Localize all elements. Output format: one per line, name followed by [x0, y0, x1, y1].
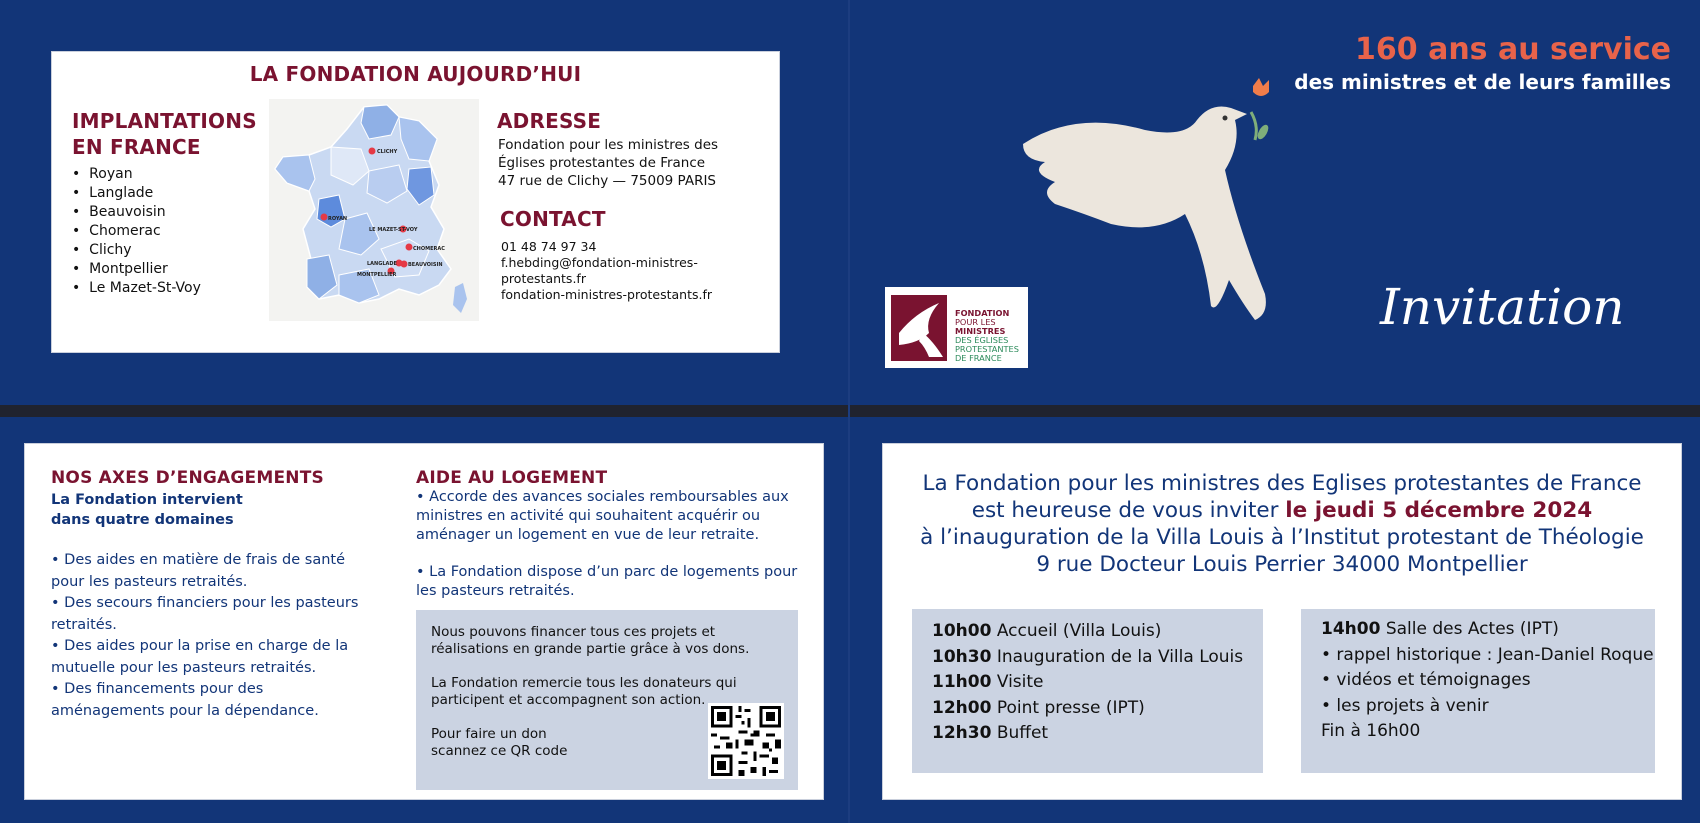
engagements-title: NOS AXES D’ENGAGEMENTS: [51, 468, 324, 488]
map-label-chomerac: CHOMERAC: [413, 246, 445, 252]
adresse-line: Fondation pour les ministres des: [498, 137, 719, 153]
invitation-address: 9 rue Docteur Louis Perrier 34000 Montpellier: [1036, 552, 1528, 577]
fold-line: [848, 0, 850, 823]
schedule-afternoon: [1301, 609, 1655, 773]
donation-cta: Pour faire un don: [431, 726, 547, 742]
contact-title: CONTACT: [500, 207, 606, 231]
map-label-beauvoisin: BEAUVOISIN: [408, 262, 443, 268]
implantation-item: • Beauvoisin: [72, 204, 166, 220]
map-label-langlade: LANGLADE: [367, 261, 397, 267]
implantation-item: • Le Mazet-St-Voy: [72, 280, 201, 296]
fondation-title: LA FONDATION AUJOURD’HUI: [249, 62, 582, 86]
adresse-line: Églises protestantes de France: [498, 155, 706, 171]
map-label-clichy: CLICHY: [377, 149, 398, 155]
map-label-royan: ROYAN: [328, 216, 348, 222]
schedule-item: 12h30 Buffet: [932, 723, 1049, 743]
logo-mark-icon: [885, 287, 949, 368]
logement-title: AIDE AU LOGEMENT: [416, 468, 608, 488]
engagement-item: • Des secours financiers pour les pasteurs retraités.: [51, 595, 359, 633]
invitation-line: à l’inauguration de la Villa Louis à l’Institut protestant de Théologie: [920, 525, 1644, 550]
qr-code-icon[interactable]: [708, 703, 784, 783]
implantation-item: • Royan: [72, 166, 133, 182]
contact-website[interactable]: fondation-ministres-protestants.fr: [501, 287, 713, 302]
implantations-title: [72, 108, 272, 160]
engagement-item: • Des financements pour des aménagements pour la dépendance.: [51, 681, 319, 719]
implantation-item: • Chomerac: [72, 223, 161, 239]
anniversary-subline: des ministres et de leurs familles: [1294, 70, 1671, 94]
logement-para: • Accorde des avances sociales remboursables aux ministres en activité qui souhaitent acquérir ou aménager un logement en vue de leur retraite.: [416, 489, 789, 543]
logo-text: FONDATION POUR LES MINISTRES DES ÉGLISES PROTESTANTES DE FRANCE: [955, 308, 1019, 363]
engagement-item: • Des aides en matière de frais de santé pour les pasteurs retraités.: [51, 552, 346, 590]
implantations-title-line2: EN FRANCE: [72, 135, 201, 159]
invitation-text: [883, 470, 1681, 578]
map-label-mazet: LE MAZET-ST-VOY: [369, 227, 418, 233]
fold-strip: [0, 405, 1700, 417]
contact-phone: 01 48 74 97 34: [501, 239, 597, 254]
contact-email[interactable]: f.hebding@fondation-ministres-protestants.fr: [501, 255, 698, 286]
donation-para: La Fondation remercie tous les donateurs qui participent et accompagnent son action.: [431, 675, 737, 708]
fondation-logo: [885, 287, 1028, 368]
adresse-text: [498, 136, 768, 190]
france-map-graphic: [269, 99, 479, 321]
invitation-card: [882, 443, 1682, 800]
contact-text: [501, 239, 781, 303]
implantation-item: • Clichy: [72, 242, 132, 258]
donation-para: Nous pouvons financer tous ces projets et réalisations en grande partie grâce à vos dons.: [431, 624, 750, 657]
implantations-list: [72, 165, 201, 298]
donation-cta: scannez ce QR code: [431, 743, 568, 759]
schedule-item: 10h30 Inauguration de la Villa Louis: [932, 646, 1244, 667]
engagements-card: [24, 443, 824, 800]
schedule-morning: [912, 609, 1263, 773]
implantation-item: • Langlade: [72, 185, 154, 201]
invitation-line: La Fondation pour les ministres des Eglises protestantes de France: [922, 471, 1642, 496]
schedule-item: 10h00 Accueil (Villa Louis): [932, 621, 1162, 641]
logement-para: • La Fondation dispose d’un parc de logements pour les pasteurs retraités.: [416, 564, 798, 599]
invitation-line: est heureuse de vous inviter le jeudi 5 décembre 2024: [971, 498, 1593, 523]
schedule-item: 11h00 Visite: [932, 672, 1044, 692]
implantation-item: • Montpellier: [72, 261, 168, 277]
anniversary-headline: 160 ans au service: [1355, 32, 1671, 67]
engagements-subtitle: La Fondation intervient dans quatre domaines: [51, 492, 243, 528]
fondation-card: [51, 51, 780, 353]
schedule-item: 14h00 Salle des Actes (IPT): [1321, 619, 1559, 639]
schedule-subitem: • rappel historique : Jean-Daniel Roque: [1321, 644, 1654, 665]
implantations-title-line1: IMPLANTATIONS: [72, 109, 257, 133]
engagements-list: [51, 550, 371, 722]
dove-icon: [1015, 74, 1305, 340]
map-label-montpellier: MONTPELLIER: [357, 272, 397, 278]
invitation-date: le jeudi 5 décembre 2024: [1285, 498, 1593, 523]
schedule-item: 12h00 Point presse (IPT): [932, 697, 1145, 718]
adresse-line: 47 rue de Clichy — 75009 PARIS: [498, 173, 716, 189]
logement-text: [416, 488, 801, 601]
donation-box: [416, 610, 798, 790]
schedule-subitem: • vidéos et témoignages: [1321, 670, 1531, 690]
schedule-end: Fin à 16h00: [1321, 721, 1421, 741]
schedule-subitem: • les projets à venir: [1321, 695, 1489, 716]
engagement-item: • Des aides pour la prise en charge de la mutuelle pour les pasteurs retraités.: [51, 638, 349, 676]
adresse-title: ADRESSE: [497, 109, 602, 133]
france-map: [269, 99, 479, 321]
invitation-word: Invitation: [1380, 278, 1625, 336]
